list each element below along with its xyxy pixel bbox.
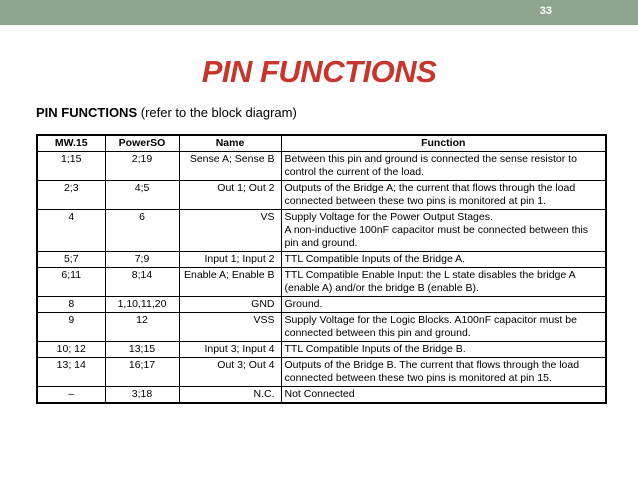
table-row: [37, 387, 606, 404]
table-row: [37, 252, 606, 268]
cell-powerso: 12: [105, 313, 179, 342]
cell-function: Ground.: [281, 297, 606, 313]
table-row: [37, 313, 606, 342]
cell-mw15: 2;3: [37, 181, 105, 210]
cell-function: Supply Voltage for the Power Output Stages. A non-inductive 100nF capacitor must be connected between this pin and ground.: [281, 210, 606, 252]
cell-name: Input 1; Input 2: [179, 252, 281, 268]
cell-name: GND: [179, 297, 281, 313]
cell-powerso: 2;19: [105, 152, 179, 181]
cell-mw15: 9: [37, 313, 105, 342]
table-row: [37, 181, 606, 210]
cell-mw15: 8: [37, 297, 105, 313]
table-row: [37, 268, 606, 297]
slide-number: 33: [539, 5, 552, 17]
cell-function: TTL Compatible Enable Input: the L state disables the bridge A (enable A) and/or the bridge B (enable B).: [281, 268, 606, 297]
cell-mw15: 13; 14: [37, 358, 105, 387]
slide-title: PIN FUNCTIONS: [201, 54, 437, 89]
cell-mw15: –: [37, 387, 105, 404]
cell-name: Out 3; Out 4: [179, 358, 281, 387]
cell-powerso: 8;14: [105, 268, 179, 297]
cell-powerso: 3;18: [105, 387, 179, 404]
cell-powerso: 13;15: [105, 342, 179, 358]
cell-mw15: 10; 12: [37, 342, 105, 358]
cell-powerso: 7;9: [105, 252, 179, 268]
cell-name: Enable A; Enable B: [179, 268, 281, 297]
header-name: Name: [179, 135, 281, 152]
cell-powerso: 1,10,11,20: [105, 297, 179, 313]
cell-function: Not Connected: [281, 387, 606, 404]
caption-bold: PIN FUNCTIONS: [36, 105, 138, 120]
cell-name: VS: [179, 210, 281, 252]
top-banner: [0, 0, 638, 25]
cell-function: Between this pin and ground is connected the sense resistor to control the current of the load.: [281, 152, 606, 181]
cell-powerso: 4;5: [105, 181, 179, 210]
cell-name: Input 3; Input 4: [179, 342, 281, 358]
cell-powerso: 6: [105, 210, 179, 252]
cell-mw15: 6;11: [37, 268, 105, 297]
header-powerso: PowerSO: [105, 135, 179, 152]
header-mw15: MW.15: [37, 135, 105, 152]
cell-mw15: 5;7: [37, 252, 105, 268]
cell-name: VSS: [179, 313, 281, 342]
cell-function: TTL Compatible Inputs of the Bridge B.: [281, 342, 606, 358]
table-row: [37, 358, 606, 387]
table-caption: [36, 105, 297, 120]
cell-function: Outputs of the Bridge A; the current that flows through the load connected between these two pins is monitored at pin 1.: [281, 181, 606, 210]
cell-function: TTL Compatible Inputs of the Bridge A.: [281, 252, 606, 268]
table-header-row: [37, 135, 606, 152]
cell-powerso: 16;17: [105, 358, 179, 387]
cell-mw15: 4: [37, 210, 105, 252]
table-row: [37, 297, 606, 313]
pin-functions-table: [36, 134, 607, 404]
table-row: [37, 152, 606, 181]
cell-mw15: 1;15: [37, 152, 105, 181]
caption-rest: (refer to the block diagram): [137, 105, 297, 120]
cell-name: Sense A; Sense B: [179, 152, 281, 181]
table-row: [37, 210, 606, 252]
cell-function: Outputs of the Bridge B. The current that flows through the load connected between these two pins is monitored at pin 15.: [281, 358, 606, 387]
table-row: [37, 342, 606, 358]
cell-name: Out 1; Out 2: [179, 181, 281, 210]
cell-name: N.C.: [179, 387, 281, 404]
cell-function: Supply Voltage for the Logic Blocks. A100nF capacitor must be connected between this pin and ground.: [281, 313, 606, 342]
header-function: Function: [281, 135, 606, 152]
